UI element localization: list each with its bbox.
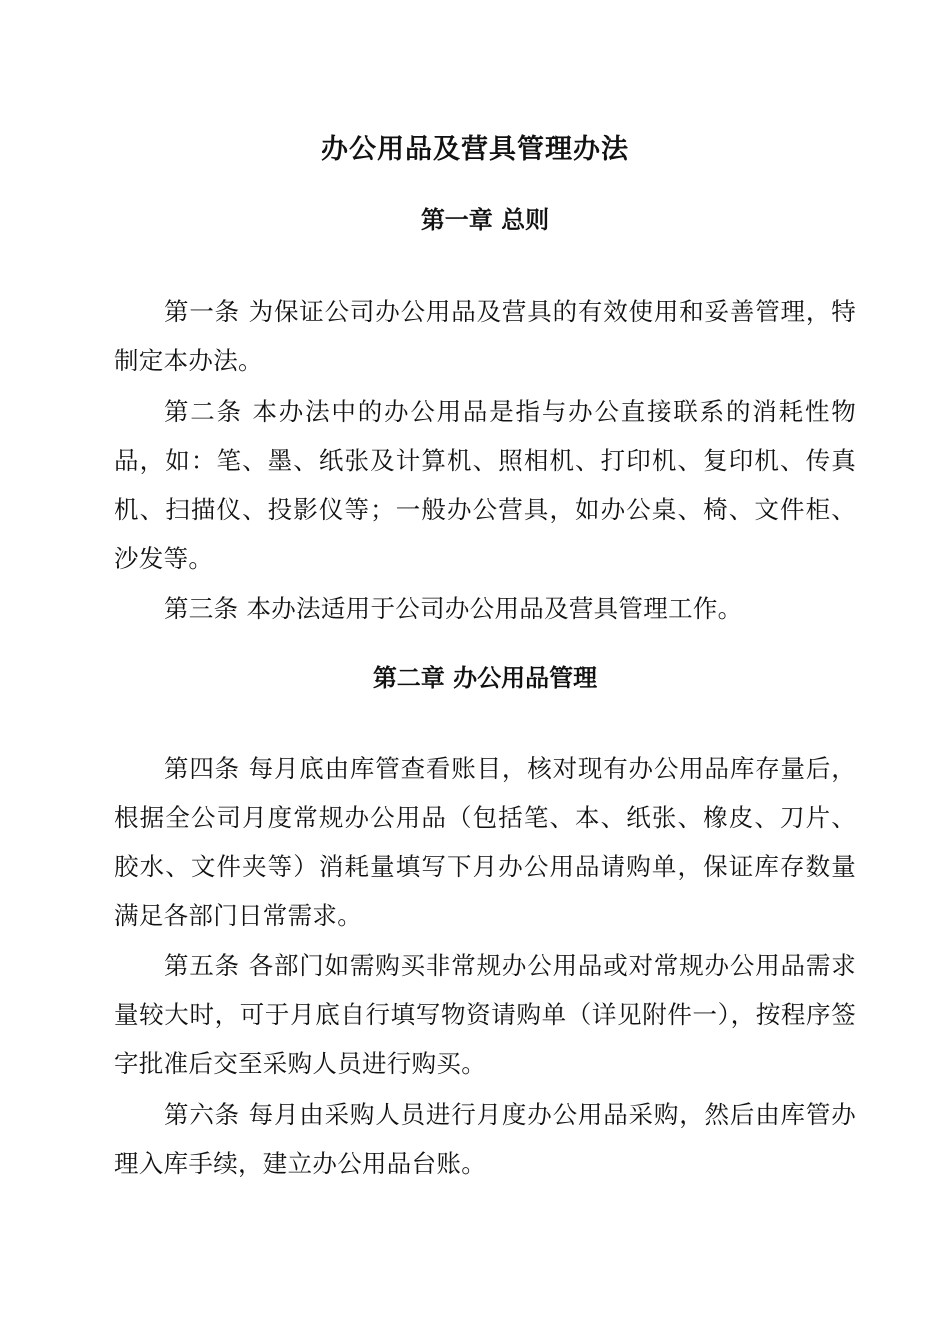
document-title: 办公用品及营具管理办法: [321, 134, 629, 165]
article-2: 第二条 本办法中的办公用品是指与办公直接联系的消耗性物品，如：笔、墨、纸张及计算机、照相机、打印机、复印机、传真机、扫描仪、投影仪等；一般办公营具，如办公桌、椅、文件柜、沙发等。: [114, 397, 856, 573]
chapter-1-heading: 第一章 总则: [420, 205, 550, 234]
article-4: 第四条 每月底由库管查看账目，核对现有办公用品库存量后，根据全公司月度常规办公用品（包括笔、本、纸张、橡皮、刀片、胶水、文件夹等）消耗量填写下月办公用品请购单，保证库存数量满足各部门日常需求。: [114, 754, 856, 930]
article-3: 第三条 本办法适用于公司办公用品及营具管理工作。: [164, 594, 743, 623]
article-1: 第一条 为保证公司办公用品及营具的有效使用和妥善管理，特制定本办法。: [114, 297, 856, 375]
chapter-2-heading: 第二章 办公用品管理: [372, 663, 598, 692]
article-6: 第六条 每月由采购人员进行月度办公用品采购，然后由库管办理入库手续，建立办公用品台账。: [114, 1100, 856, 1178]
article-5: 第五条 各部门如需购买非常规办公用品或对常规办公用品需求量较大时，可于月底自行填写物资请购单（详见附件一），按程序签字批准后交至采购人员进行购买。: [114, 951, 856, 1078]
